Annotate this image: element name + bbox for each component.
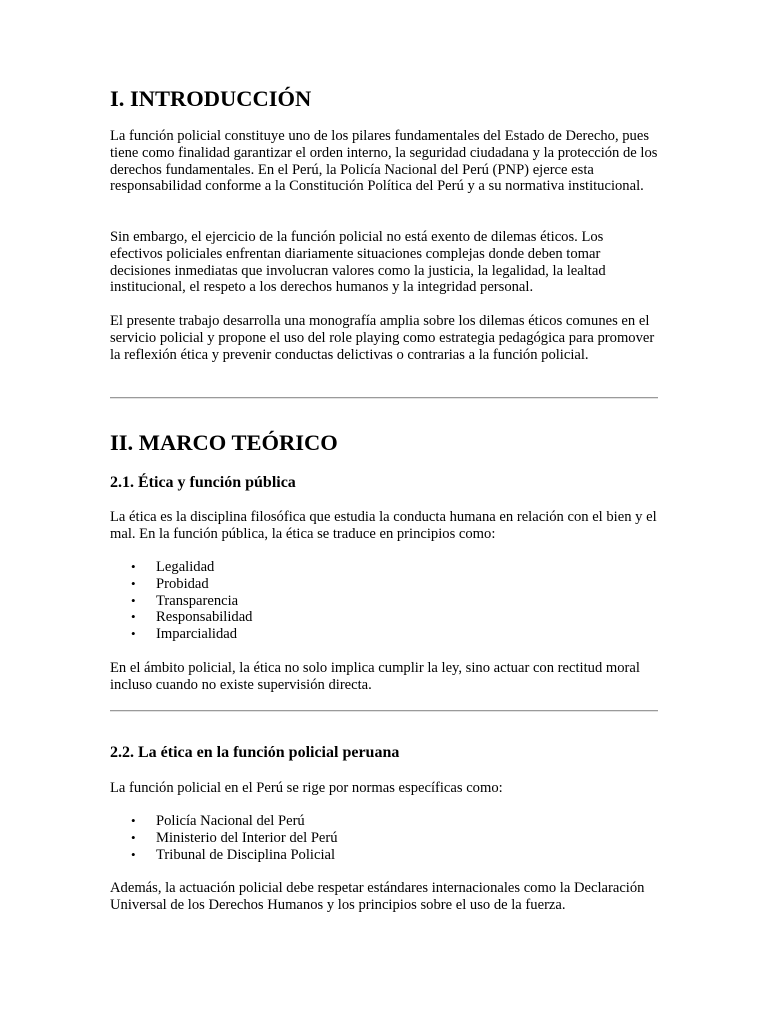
list-item: • Transparencia (110, 593, 658, 610)
principles-list (110, 559, 658, 643)
institutions-list (110, 813, 658, 863)
list-item: • Legalidad (110, 559, 658, 576)
list-item: • Responsabilidad (110, 609, 658, 626)
subsection-2-2-closing: Además, la actuación policial debe respetar estándares internacionales como la Declaración Universal de los Derechos Humanos y los principios sobre el uso de la fuerza. (110, 880, 645, 913)
intro-paragraph-3: El presente trabajo desarrolla una monografía amplia sobre los dilemas éticos comunes en el servicio policial y propone el uso del role playing como estrategia pedagógica para promover la reflexión ética y prevenir conductas delictivas o contrarias a la función policial. (110, 313, 655, 363)
marco-heading: II. MARCO TEÓRICO (110, 430, 338, 455)
section-divider (110, 710, 658, 712)
intro-heading: I. INTRODUCCIÓN (110, 86, 312, 111)
list-item: • Ministerio del Interior del Perú (110, 830, 658, 847)
subsection-2-1-intro: La ética es la disciplina filosófica que estudia la conducta humana en relación con el bien y el mal. En la función pública, la ética se traduce en principios como: (110, 509, 657, 542)
intro-paragraph-2: Sin embargo, el ejercicio de la función policial no está exento de dilemas éticos. Los efectivos policiales enfrentan diariamente situaciones complejas donde deben tomar decisiones inmediatas que involucran valores como la justicia, la legalidad, la lealtad institucional, el respeto a los derechos humanos y la integridad personal. (110, 229, 606, 296)
list-item: • Imparcialidad (110, 626, 658, 643)
subsection-2-2-intro: La función policial en el Perú se rige por normas específicas como: (110, 780, 503, 796)
list-item: • Policía Nacional del Perú (110, 813, 658, 830)
subsection-2-1-closing: En el ámbito policial, la ética no solo implica cumplir la ley, sino actuar con rectitud moral incluso cuando no existe supervisión directa. (110, 660, 640, 693)
list-item: • Tribunal de Disciplina Policial (110, 847, 658, 864)
section-divider (110, 397, 658, 399)
intro-paragraph-1: La función policial constituye uno de los pilares fundamentales del Estado de Derecho, pues tiene como finalidad garantizar el orden interno, la seguridad ciudadana y la protección de los derechos fundamentales. En el Perú, la Policía Nacional del Perú (PNP) ejerce esta responsabilidad conforme a la Constitución Política del Perú y a su normativa institucional. (110, 128, 658, 195)
subsection-heading-2-1: 2.1. Ética y función pública (110, 474, 296, 491)
subsection-heading-2-2: 2.2. La ética en la función policial peruana (110, 744, 400, 761)
list-item: • Probidad (110, 576, 658, 593)
